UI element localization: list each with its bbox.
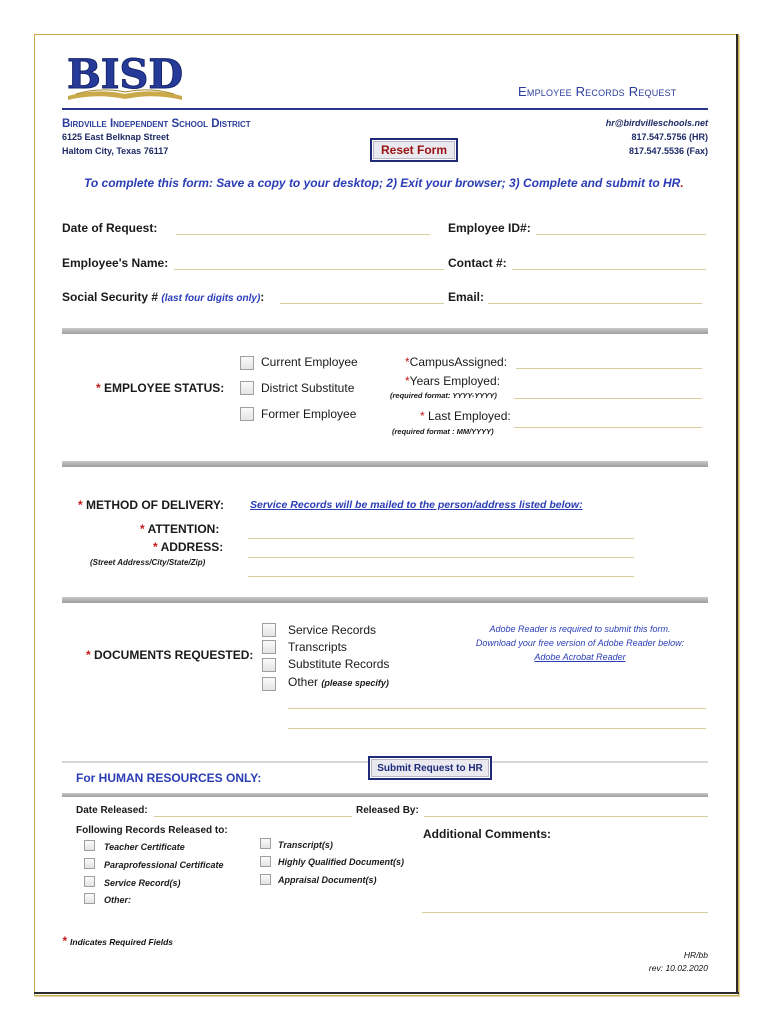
highly-qualified-checkbox[interactable] (260, 856, 271, 867)
released-by-field[interactable] (424, 816, 708, 817)
highly-qualified-label: Highly Qualified Document(s) (278, 857, 405, 867)
service-record-label: Service Record(s) (104, 878, 181, 888)
page-shadow-bottom (34, 992, 739, 994)
documents-requested-label: * DOCUMENTS REQUESTED: (86, 648, 254, 662)
other-specify-field-2[interactable] (288, 728, 706, 729)
records-released-label: Following Records Released to: (76, 825, 228, 836)
address-field-1[interactable] (248, 557, 634, 558)
section-divider-1 (62, 328, 708, 334)
required-fields-note: * Indicates Required Fields (62, 934, 173, 948)
teacher-certificate-label: Teacher Certificate (104, 842, 185, 852)
district-name: Birdville Independent School District (62, 118, 251, 130)
other-record-checkbox[interactable] (84, 893, 95, 904)
years-employed-field[interactable] (514, 398, 702, 399)
service-records-checkbox[interactable] (262, 623, 276, 637)
hr-phone: 817.547.5756 (HR) (631, 132, 708, 142)
former-employee-label: Former Employee (261, 407, 357, 421)
other-record-label: Other: (104, 895, 131, 905)
attention-label: * ATTENTION: (140, 522, 220, 536)
attention-field[interactable] (248, 538, 634, 539)
paraprofessional-certificate-label: Paraprofessional Certificate (104, 860, 224, 870)
bisd-logo (66, 50, 184, 102)
other-specify-field-1[interactable] (288, 708, 706, 709)
method-of-delivery-label: * METHOD OF DELIVERY: (78, 498, 225, 512)
other-document-checkbox[interactable] (262, 677, 276, 691)
address-label: * ADDRESS: (153, 540, 224, 554)
form-revision: rev: 10.02.2020 (648, 963, 708, 973)
section-divider-2 (62, 461, 708, 467)
substitute-records-label: Substitute Records (288, 657, 390, 671)
email-field[interactable] (488, 303, 702, 304)
district-substitute-label: District Substitute (261, 381, 355, 395)
contact-field[interactable] (512, 269, 706, 270)
section-divider-3 (62, 597, 708, 603)
logo-text: BISD (66, 51, 184, 98)
transcripts-checkbox[interactable] (262, 640, 276, 654)
released-by-label: Released By: (356, 805, 419, 816)
last-employed-hint: (required format : MM/YYYY) (392, 427, 494, 436)
hr-fax: 817.547.5536 (Fax) (628, 146, 708, 156)
ssn-field[interactable] (280, 303, 444, 304)
teacher-certificate-checkbox[interactable] (84, 840, 95, 851)
adobe-reader-link[interactable]: Adobe Acrobat Reader (534, 652, 626, 662)
last-employed-label: * Last Employed: (420, 409, 511, 423)
employee-status-label: * EMPLOYEE STATUS: (96, 381, 225, 395)
hr-only-title: For HUMAN RESOURCES ONLY: (76, 771, 262, 785)
campus-assigned-field[interactable] (516, 368, 702, 369)
date-released-field[interactable] (154, 816, 352, 817)
contact-label: Contact #: (448, 256, 507, 270)
employee-name-label: Employee's Name: (62, 256, 169, 270)
submit-request-button[interactable]: Submit Request to HR (368, 756, 492, 780)
date-released-label: Date Released: (76, 805, 148, 816)
ssn-label: Social Security # (last four digits only): (62, 290, 265, 304)
appraisal-document-label: Appraisal Document(s) (278, 875, 377, 885)
reset-form-button[interactable]: Reset Form (370, 138, 458, 162)
transcripts-label: Transcripts (288, 640, 347, 654)
form-title: Employee Records Request (518, 84, 677, 99)
address-city: Haltom City, Texas 76117 (62, 146, 169, 156)
hr-divider (62, 793, 708, 797)
paraprofessional-certificate-checkbox[interactable] (84, 858, 95, 869)
employee-name-field[interactable] (174, 269, 444, 270)
additional-comments-label: Additional Comments: (423, 827, 551, 841)
campus-assigned-label: *CampusAssigned: (405, 355, 508, 369)
service-record-checkbox[interactable] (84, 876, 95, 887)
transcripts-released-label: Transcript(s) (278, 840, 333, 850)
email-label: Email: (448, 290, 485, 304)
transcripts-released-checkbox[interactable] (260, 838, 271, 849)
service-records-label: Service Records (288, 623, 377, 637)
appraisal-document-checkbox[interactable] (260, 874, 271, 885)
form-initials: HR/bb (683, 950, 708, 960)
header-rule (62, 108, 708, 110)
other-document-label: Other (please specify) (288, 675, 389, 689)
address-field-2[interactable] (248, 576, 634, 577)
former-employee-checkbox[interactable] (240, 407, 254, 421)
delivery-note: Service Records will be mailed to the person/address listed below: (250, 499, 583, 511)
page-shadow-right (736, 34, 738, 994)
adobe-note-2: Download your free version of Adobe Reader below: (475, 638, 685, 648)
additional-comments-field[interactable] (422, 912, 708, 913)
hr-email: hr@birdvilleschools.net (605, 118, 708, 128)
address-hint: (Street Address/City/State/Zip) (90, 558, 206, 567)
years-employed-label: *Years Employed: (405, 374, 500, 388)
ssn-hint: (last four digits only) (161, 293, 261, 304)
current-employee-label: Current Employee (261, 355, 358, 369)
last-employed-field[interactable] (514, 427, 702, 428)
date-of-request-label: Date of Request: (62, 221, 158, 235)
address-street: 6125 East Belknap Street (62, 132, 170, 142)
years-employed-hint: (required format: YYYY-YYYY) (390, 391, 497, 400)
district-substitute-checkbox[interactable] (240, 381, 254, 395)
employee-id-field[interactable] (536, 234, 706, 235)
employee-id-label: Employee ID#: (448, 221, 531, 235)
instructions: To complete this form: Save a copy to your desktop; 2) Exit your browser; 3) Complete and submit to HR. (84, 176, 684, 190)
date-of-request-field[interactable] (176, 234, 430, 235)
substitute-records-checkbox[interactable] (262, 658, 276, 672)
adobe-note-1: Adobe Reader is required to submit this form. (489, 624, 671, 634)
current-employee-checkbox[interactable] (240, 356, 254, 370)
